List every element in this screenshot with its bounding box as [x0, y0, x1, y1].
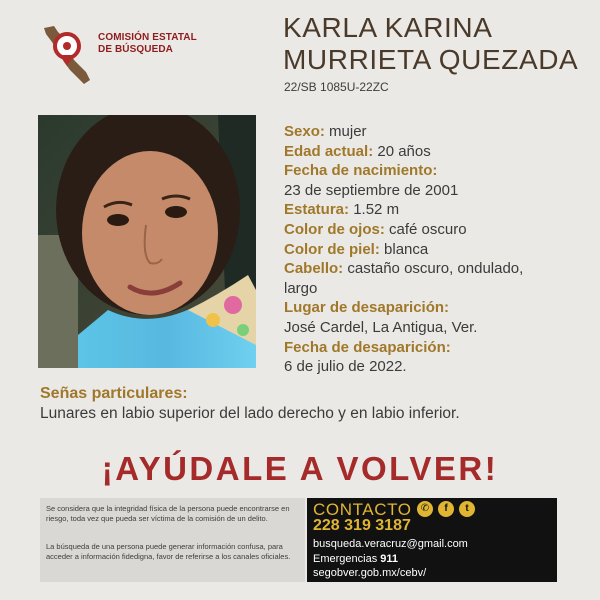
detail-ojos: Color de ojos: café oscuro	[284, 220, 467, 238]
slogan: ¡AYÚDALE A VOLVER!	[101, 450, 499, 487]
veracruz-map-pin-icon	[40, 22, 98, 86]
detail-nacimiento: 23 de septiembre de 2001	[284, 181, 459, 199]
detail-lugar-label: Lugar de desaparición:	[284, 299, 450, 317]
logo-line-1: COMISIÓN ESTATAL	[98, 32, 197, 43]
senas-label: Señas particulares:	[40, 385, 188, 402]
detail-edad: Edad actual: 20 años	[284, 142, 431, 160]
contact-title: CONTACTO	[313, 500, 412, 519]
person-photo	[38, 115, 256, 368]
person-name-line-1: KARLA KARINA	[283, 12, 493, 43]
person-name-line-2: MURRIETA QUEZADA	[283, 44, 579, 75]
contact-website[interactable]: segobver.gob.mx/cebv/	[313, 567, 427, 579]
logo-line-2: DE BÚSQUEDA	[98, 44, 173, 55]
facebook-icon[interactable]: f	[438, 501, 454, 517]
detail-fecha-desap-label: Fecha de desaparición:	[284, 338, 451, 356]
senas-text: Lunares en labio superior del lado derecho y en labio inferior.	[40, 405, 460, 422]
detail-sexo: Sexo: mujer	[284, 123, 367, 140]
contact-emergencias: Emergencias 911	[313, 553, 399, 565]
disclaimer-box	[40, 498, 305, 582]
twitter-icon[interactable]: t	[459, 501, 475, 517]
detail-piel: Color de piel: blanca	[284, 240, 429, 258]
contact-phone[interactable]: 228 319 3187	[313, 517, 411, 534]
disclaimer-paragraph-2: La búsqueda de una persona puede generar información confusa, para acceder a información fidedigna, favor de referirse a los canales oficiales.	[46, 542, 291, 561]
detail-nacimiento-label: Fecha de nacimiento:	[284, 162, 438, 180]
commission-logo	[40, 22, 200, 86]
person-details	[284, 122, 594, 377]
detail-cabello-cont: largo	[284, 279, 318, 297]
disclaimer-paragraph-1: Se considera que la integridad física de la persona puede encontrarse en riesgo, toda vez que pueda ser víctima de la comisión de un delito.	[46, 504, 290, 523]
detail-estatura: Estatura: 1.52 m	[284, 201, 400, 219]
person-name	[283, 12, 598, 76]
detail-fecha-desap: 6 de julio de 2022.	[284, 358, 407, 376]
case-id: 22/SB 1085U-22ZC	[284, 80, 389, 94]
whatsapp-icon[interactable]: ✆	[417, 501, 433, 517]
contact-box	[307, 498, 557, 582]
contact-email[interactable]: busqueda.veracruz@gmail.com	[313, 538, 468, 550]
detail-lugar: José Cardel, La Antigua, Ver.	[284, 318, 478, 336]
detail-cabello: Cabello: castaño oscuro, ondulado,	[284, 260, 524, 278]
